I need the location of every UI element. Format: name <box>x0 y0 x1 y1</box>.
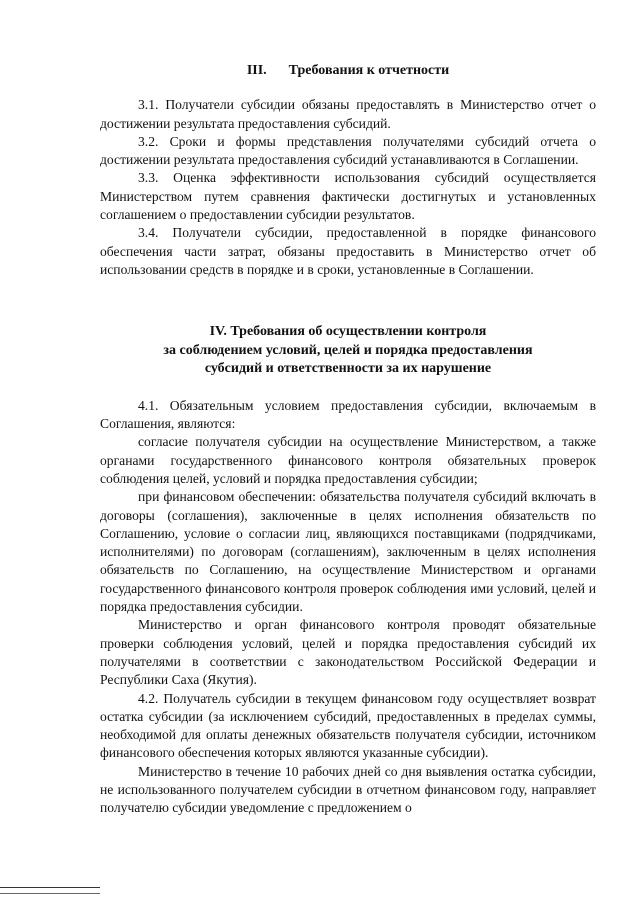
section-4-title-line-3: субсидий и ответственности за их нарушение <box>204 361 492 377</box>
paragraph-3-4: 3.4. Получатели субсидии, предоставленной в порядке финансового обеспечения части затрат, обязаны предоставить в Министерство отчет об использовании средств в порядке и в сроки, установленные в Соглашении. <box>100 225 596 277</box>
footer-rule-secondary <box>0 893 100 894</box>
paragraph-4-1-inspections: Министерство и орган финансового контроля проводят обязательные проверки соблюдения условий, целей и порядка предоставления субсидий их получателями в соответствии с законодательством Российской Федерации и Республики Саха (Якутия). <box>100 617 596 688</box>
paragraph-4-1-financing: при финансовом обеспечении: обязательства получателя субсидий включать в договоры (соглашения), заключенные в целях исполнения обязательств по Соглашению, условие о согласии лиц, являющихся поставщиками (подрядчиками, исполнителями) по договорам (соглашениям), заключенным в целях исполнения обязательств по Соглашению, на осуществление Министерством и органами государственного финансового контроля проверок соблюдения ими условий, целей и порядка предоставления субсидии. <box>100 489 596 615</box>
section-4-heading <box>100 323 596 379</box>
footer-rule <box>0 887 100 888</box>
paragraph-3-1: 3.1. Получатели субсидии обязаны предоставлять в Министерство отчет о достижении результата предоставления субсидий. <box>100 97 596 131</box>
paragraph-4-1: 4.1. Обязательным условием предоставления субсидии, включаемым в Соглашения, являются: <box>100 397 596 432</box>
document-page <box>100 62 596 818</box>
paragraph-4-2-notice: Министерство в течение 10 рабочих дней со дня выявления остатка субсидии, не использованного получателем субсидии в отчетном финансовом году, направляет получателю субсидии уведомление с предложением о <box>100 763 596 816</box>
paragraph-3-3: 3.3. Оценка эффективности использования субсидий осуществляется Министерством путем сравнения фактически достигнутых и установленных соглашением о предоставлении субсидии результатов. <box>100 170 596 223</box>
section-4-title-line-1: IV. Требования об осуществлении контроля <box>209 324 487 340</box>
section-3-heading <box>100 62 596 80</box>
section-4-title-line-2: за соблюдением условий, целей и порядка предоставления <box>163 342 533 358</box>
section-3-number: III. <box>246 63 267 78</box>
section-3-title: Требования к отчетности <box>288 63 450 78</box>
paragraph-4-1-consent: согласие получателя субсидии на осуществление Министерством, а также органами государственного финансового контроля обязательных проверок соблюдения целей, условий и порядка предоставления субсидии; <box>100 434 596 486</box>
paragraph-3-2: 3.2. Сроки и формы представления получателями субсидий отчета о достижении результата предоставления субсидий устанавливаются в Соглашении. <box>100 133 596 168</box>
paragraph-4-2: 4.2. Получатель субсидии в текущем финансовом году осуществляет возврат остатка субсидии (за исключением субсидий, предоставленных в пределах суммы, необходимой для оплаты денежных обязательств получателя субсидии, источником финансового обеспечения которых являются указанные субсидии). <box>100 690 596 761</box>
